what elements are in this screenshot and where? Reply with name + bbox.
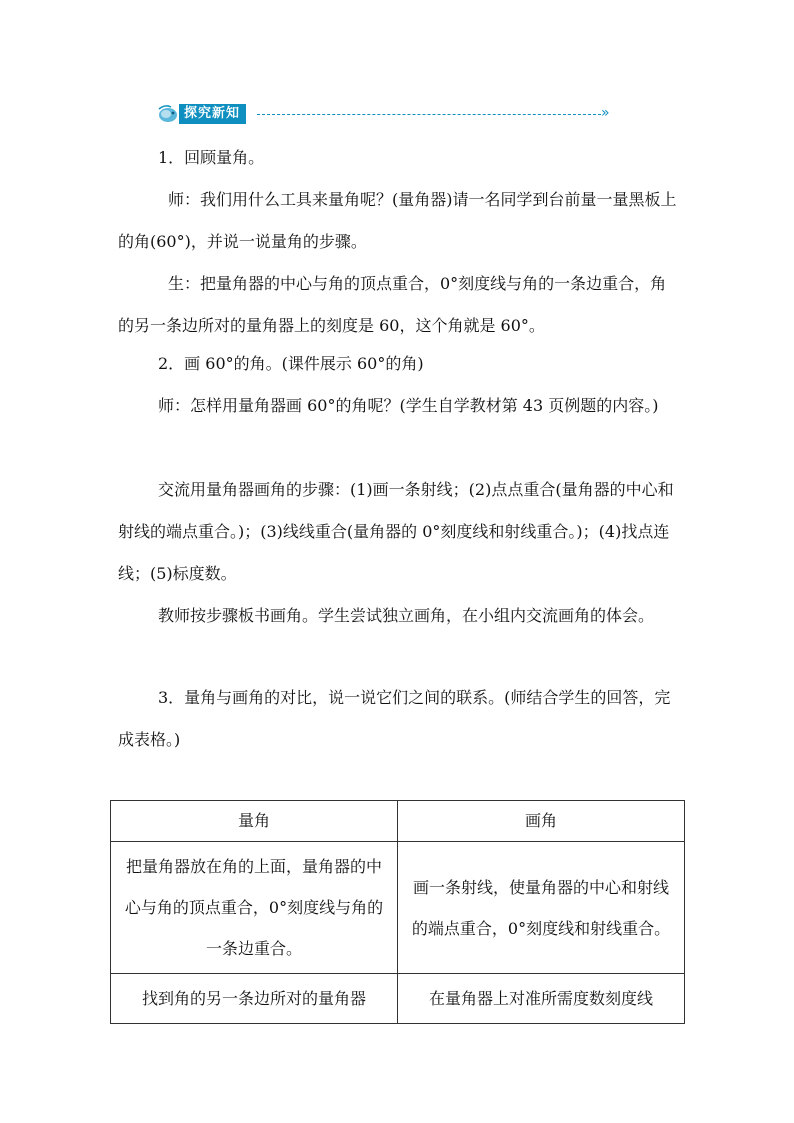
table-cell: 画一条射线，使量角器的中心和射线的端点重合，0°刻度线和射线重合。 xyxy=(398,842,685,974)
paragraph-review-heading: 1．回顾量角。 xyxy=(158,148,265,167)
table-header-draw: 画角 xyxy=(398,801,685,842)
table-cell: 找到角的另一条边所对的量角器 xyxy=(111,974,398,1024)
double-chevron-right-icon: » xyxy=(601,105,610,121)
paragraph-teacher-how: 师：怎样用量角器画 60°的角呢？(学生自学教材第 43 页例题的内容。) xyxy=(158,396,659,415)
table-row xyxy=(111,974,685,1024)
comparison-table xyxy=(110,800,685,1024)
fish-icon xyxy=(157,103,181,125)
paragraph-draw-heading: 2．画 60°的角。(课件展示 60°的角) xyxy=(158,354,424,373)
table-row xyxy=(111,842,685,974)
paragraph-compare-heading: 3．量角与画角的对比，说一说它们之间的联系。(师结合学生的回答，完成表格。) xyxy=(118,688,671,749)
table-cell: 把量角器放在角的上面，量角器的中心与角的顶点重合，0°刻度线与角的一条边重合。 xyxy=(111,842,398,974)
section-banner xyxy=(157,100,617,128)
paragraph-teacher-question: 师：我们用什么工具来量角呢？(量角器)请一名同学到台前量一量黑板上的角(60°)，并说一说量角的步骤。 xyxy=(118,190,677,251)
table-cell: 在量角器上对准所需度数刻度线 xyxy=(398,974,685,1024)
paragraph-steps: 交流用量角器画角的步骤：(1)画一条射线；(2)点点重合(量角器的中心和射线的端点重合。)；(3)线线重合(量角器的 0°刻度线和射线重合。)；(4)找点连线；(5)标度数。 xyxy=(118,480,674,583)
dashed-divider xyxy=(257,114,601,115)
paragraph-student-answer: 生：把量角器的中心与角的顶点重合，0°刻度线与角的一条边重合，角的另一条边所对的量角器上的刻度是 60，这个角就是 60°。 xyxy=(118,274,667,335)
table-header-row xyxy=(111,801,685,842)
paragraph-board: 教师按步骤板书画角。学生尝试独立画角，在小组内交流画角的体会。 xyxy=(158,606,655,625)
section-title: 探究新知 xyxy=(179,104,246,124)
table-header-measure: 量角 xyxy=(111,801,398,842)
